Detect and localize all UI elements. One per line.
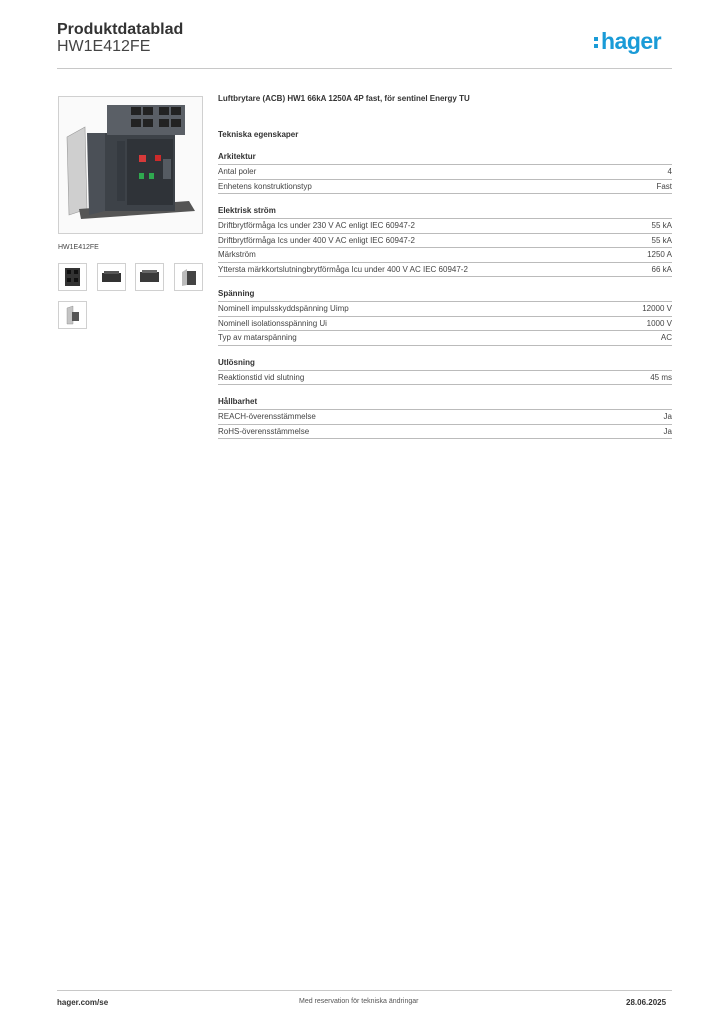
row-value: Fast <box>656 181 672 191</box>
row-label: Enhetens konstruktionstyp <box>218 181 312 191</box>
table-row <box>218 234 672 249</box>
row-label: Reaktionstid vid slutning <box>218 372 305 382</box>
thumbnail-2[interactable] <box>97 263 126 291</box>
row-value: 1250 A <box>647 250 672 259</box>
row-label: Typ av matarspänning <box>218 333 297 342</box>
row-label: Driftbrytförmåga Ics under 400 V AC enligt IEC 60947-2 <box>218 235 415 245</box>
table-row <box>218 219 672 234</box>
group-title-spanning: Spänning <box>218 289 672 302</box>
row-label: REACH-överensstämmelse <box>218 412 316 421</box>
logo-dots-icon <box>594 35 599 49</box>
table-row <box>218 165 672 180</box>
group-title-utlosning: Utlösning <box>218 358 672 371</box>
page-title: Produktdatablad <box>57 21 184 38</box>
row-label: Driftbrytförmåga Ics under 230 V AC enligt IEC 60947-2 <box>218 221 415 230</box>
footer-date: 28.06.2025 <box>626 998 667 1007</box>
row-value: Ja <box>663 412 672 421</box>
thumbnail-4[interactable] <box>174 263 203 291</box>
table-row <box>218 410 672 425</box>
tech-section-title: Tekniska egenskaper <box>218 130 299 139</box>
thumbnail-3[interactable] <box>135 263 164 291</box>
row-label: RoHS-överensstämmelse <box>218 426 310 436</box>
circuit-breaker-icon <box>59 97 202 233</box>
row-value: AC <box>660 333 672 342</box>
header-divider <box>57 68 672 69</box>
row-value: 66 kA <box>651 264 672 274</box>
table-row <box>218 302 672 317</box>
row-value: 4 <box>667 167 672 176</box>
breaker-front-icon <box>59 264 86 290</box>
thumbnail-1[interactable] <box>58 263 87 291</box>
row-value: 1000 V <box>646 318 672 328</box>
product-description: Luftbrytare (ACB) HW1 66kA 1250A 4P fast, för sentinel Energy TU <box>218 94 470 103</box>
table-row <box>218 331 672 346</box>
row-label: Antal poler <box>218 167 257 176</box>
hager-logo[interactable] <box>594 28 661 55</box>
row-label: Märkström <box>218 250 256 259</box>
table-row <box>218 180 672 195</box>
group-title-elektrisk-strom: Elektrisk ström <box>218 206 672 219</box>
row-value: 55 kA <box>651 235 672 245</box>
row-value: 55 kA <box>651 221 672 230</box>
row-label: Yttersta märkkortslutningbrytförmåga Icu under 400 V AC IEC 60947-2 <box>218 264 468 274</box>
group-title-hallbarhet: Hållbarhet <box>218 397 672 410</box>
row-label: Nominell impulsskyddspänning Uimp <box>218 304 349 313</box>
footer-disclaimer: Med reservation för tekniska ändringar <box>299 998 419 1005</box>
logo-text: hager <box>601 28 662 54</box>
table-row <box>218 317 672 332</box>
footer-website-link[interactable]: hager.com/se <box>57 998 109 1007</box>
breaker-top-icon <box>98 264 125 290</box>
table-row <box>218 371 672 386</box>
product-image[interactable] <box>58 96 203 234</box>
footer-divider <box>57 990 672 991</box>
row-value: 12000 V <box>642 304 672 313</box>
row-value: 45 ms <box>650 372 672 382</box>
image-caption: HW1E412FE <box>58 244 99 251</box>
main-content <box>218 94 672 439</box>
thumbnail-5[interactable] <box>58 301 87 329</box>
breaker-side-icon <box>175 264 202 290</box>
table-row <box>218 263 672 278</box>
row-label: Nominell isolationsspänning Ui <box>218 318 327 328</box>
table-row <box>218 425 672 440</box>
product-code: HW1E412FE <box>57 38 151 55</box>
breaker-bracket-icon <box>59 302 86 328</box>
group-title-arkitektur: Arkitektur <box>218 152 672 165</box>
breaker-angle-icon <box>136 264 163 290</box>
table-row <box>218 248 672 263</box>
row-value: Ja <box>663 426 672 436</box>
